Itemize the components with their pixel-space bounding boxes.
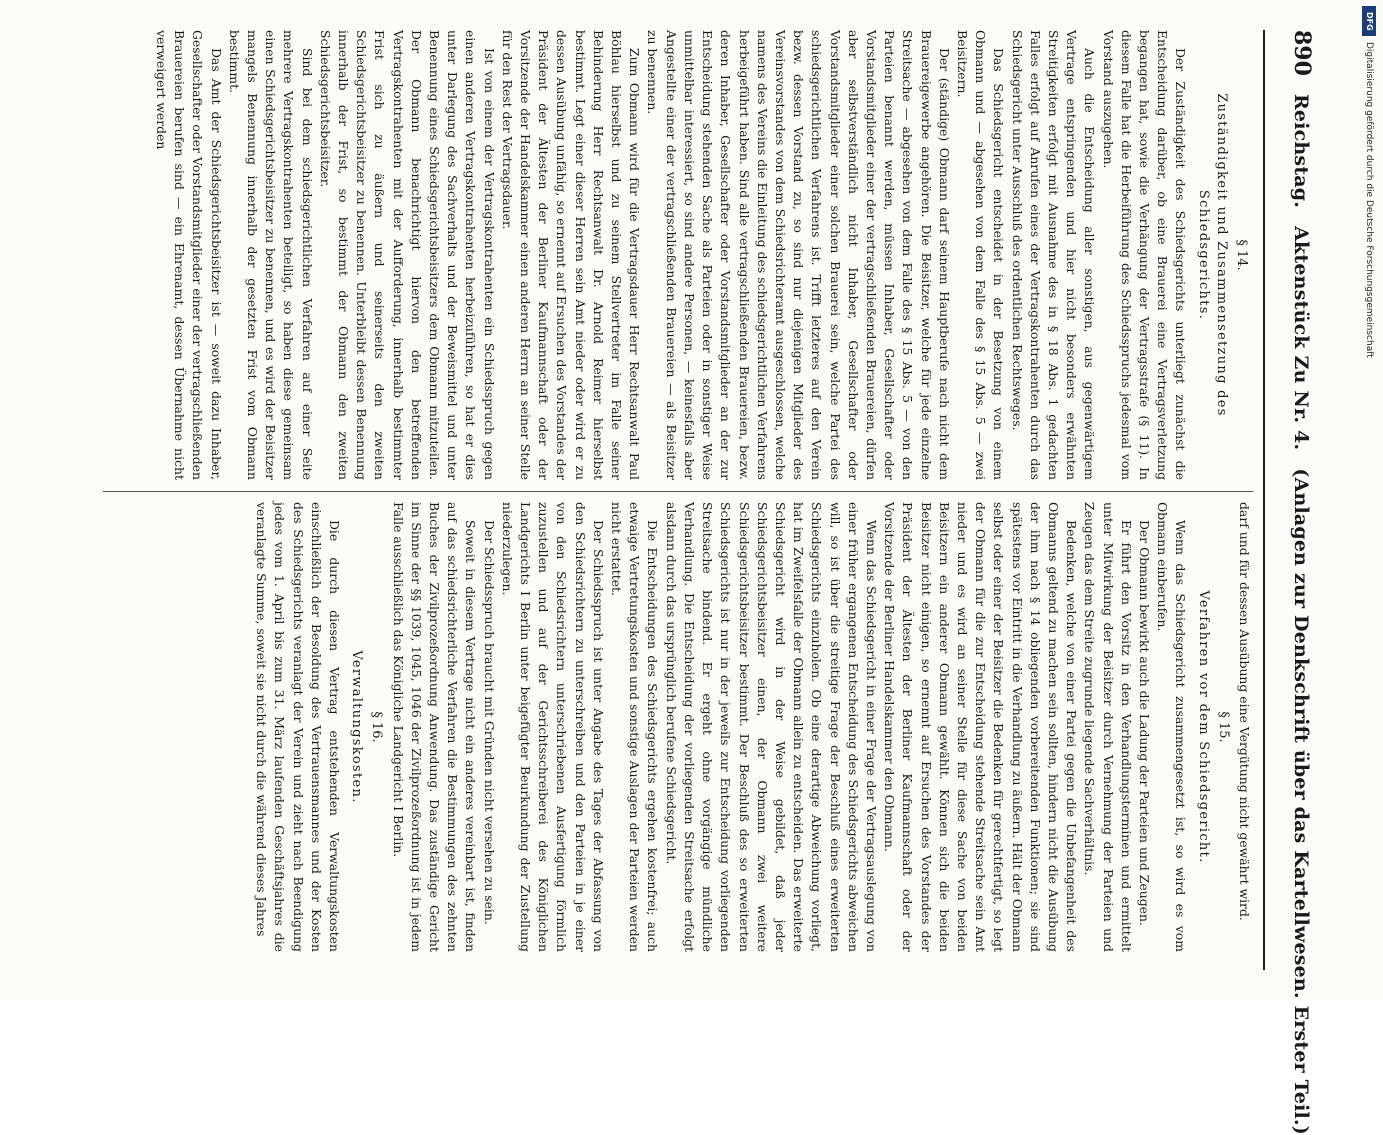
- s15-paragraph-8: Der Schiedsspruch braucht mit Gründen nicht versehen zu sein.: [481, 520, 497, 925]
- s16-paragraph-1: Die durch diesen Vertrag entstehenden Verwaltungskosten einschließlich der Besoldung des Vertrauensmannes und der Kosten des Schiedsgerichts veranlagt der Verein und zieht nach Beendigung jedes vom 1. April bis zum 31. März laufenden Geschäftsjahres die veranlagte Summe, soweit sie nicht durch die während dieses Jahres: [254, 502, 343, 952]
- section-15-title: Verfahren vor dem Schiedsgericht.: [1195, 590, 1211, 864]
- s14-paragraph-2: Auch die Entscheidung aller sonstigen, aus gegenwärtigem Vertrage entspringenden und hier nicht besonders erwähnten Streitigkeiten erfolgt mit Ausnahme des in § 18 Abs. 1 gedachten Falles erfolgt auf Anrufen eines der Vertragskontrahenten durch das Schiedsgericht unter Ausschluß des ordentlichen Rechtsweges.: [1009, 30, 1098, 480]
- s15-paragraph-1: Wenn das Schiedsgericht zusammengesetzt ist, so wird es vom Obmann einberufen.: [1155, 502, 1189, 952]
- s14-paragraph-5: Zum Obmann wird für die Vertragsdauer Herr Rechtsanwalt Paul Böhlau hierselbst und zu seinem Stellvertreter im Falle seiner Behinderung Herr Rechtsanwalt Dr. Arnold Reimer hierselbst bestimmt. Legt einer dieser Herren sein Amt nieder oder wird er zu dessen Ausübung unfähig, so ernennt auf Ersuchen des Vorstandes der Präsident der Ältesten der Berliner Kaufmannschaft oder der Vorsitzende der Handelskammer einen anderen Herrn an seiner Stelle für den Rest der Vertragsdauer.: [499, 30, 643, 480]
- page-header: [1261, 30, 1315, 1135]
- section-16-title: Verwaltungskosten.: [349, 650, 365, 804]
- s15-paragraph-9: Soweit in diesem Vertrage nicht ein anderes vereinbart ist, finden auf das schiedsrichterliche Verfahren die Bestimmungen des zehnten Buches der Zivilprozeßordnung Anwendung. Das zuständige Gericht im Sinne der §§ 1039, 1045, 1046 der Zivilprozeßordnung ist in jedem Falle ausschließlich das Königliche Landgericht I Berlin.: [390, 502, 479, 952]
- s15-paragraph-2: Der Obmann bewirkt auch die Ladung der Parteien und Zeugen.: [1136, 520, 1152, 926]
- funding-note: Digitalisierung gefördert durch die Deutsche Forschungsgemeinschaft: [1364, 42, 1374, 358]
- s14-paragraph-1: Der Zuständigkeit des Schiedsgerichts unterliegt zunächst die Entscheidung darüber, ob eine Brauerei eine Vertragsverletzung begangen hat, sowie die Verhängung der Vertragsstrafe (§ 11). In diesem Falle hat die Herbeiführung des Schiedsspruchs jedesmal vom Vorstand auszugehen.: [1100, 30, 1189, 480]
- section-14-title: Zuständigkeit und Zusammensetzung des Schiedsgerichts.: [1195, 93, 1229, 417]
- header-left-title: Reichstag.: [1290, 93, 1312, 209]
- s14-paragraph-6: Ist von einem der Vertragskontrahenten ein Schiedsspruch gegen einen anderen Vertragskontrahenten herbeizuführen, so hat er dies unter Darlegung des Sachverhalts und der Beweismittel und unter Benennung eines Schiedsgerichtsbeisitzers dem Obmann mitzuteilen. Der Obmann benachrichtigt hiervon den betreffenden Vertragskontrahenten mit der Aufforderung, innerhalb bestimmter Frist sich zu äußern und seinerseits den zweiten Schiedsgerichtsbeisitzer zu benennen. Unterbleibt dessen Benennung innerhalb der Frist, so bestimmt der Obmann den zweiten Schiedsgerichtsbeisitzer.: [317, 30, 497, 480]
- continued-text: darf und für dessen Ausübung eine Vergütung nicht gewährt wird.: [1237, 502, 1252, 921]
- s14-paragraph-4: Der (ständige) Obmann darf seinem Hauptberufe nach nicht dem Brauereigewerbe angehören. Die Beisitzer, welche für jede einzelne Streitsache — abgesehen von dem Falle des § 15 Abs. 5 — von den Parteien benannt werden, müssen Inhaber, Gesellschafter oder Vorstandsmitglieder einer der vertragschließenden Brauereien, dürfen aber selbstverständlich nicht Inhaber, Gesellschafter oder Vorstandsmitglieder einer solchen Brauerei sein, welche Partei des schiedsgerichtlichen Verfahrens ist. Trifft letzteres auf den Verein bezw. dessen Vorstand zu, so sind nur diejenigen Mitglieder des Vereinsvorstandes von dem Schiedsrichteramt ausgeschlossen, welche namens des Vereins die Einleitung des schiedsgerichtlichen Verfahrens herbeigeführt haben. Sind alle vertragschließenden Brauereien, bezw. deren Inhaber, Gesellschafter oder Vorstandsmitglieder an der zur Entscheidung stehenden Sache als Parteien oder in sonstiger Weise unmittelbar interessiert, so sind andere Personen, — keinesfalls aber Angestellte einer der vertragschließenden Brauereien — als Beisitzer zu benennen.: [645, 30, 952, 480]
- section-16-number: § 16.: [369, 711, 385, 743]
- s14-paragraph-8: Das Amt der Schiedsgerichtsbeisitzer ist — soweit dazu Inhaber, Gesellschafter oder Vorstandsmitglieder einer der vertragschließenden Brauereien berufen sind — ein Ehrenamt, dessen Übernahme nicht verweigert werden: [154, 30, 224, 480]
- s14-paragraph-7: Sind bei dem schiedsgerichtlichen Verfahren auf einer Seite mehrere Vertragskontrahenten beteiligt, so haben diese gemeinsam einen Schiedsgerichtsbeisitzer zu benennen, und es wird der Beisitzer mangels Benennung innerhalb der gesetzten Frist vom Obmann bestimmt.: [226, 30, 315, 480]
- left-column: [152, 30, 1253, 480]
- rotated-document-page: [75, 30, 1315, 1135]
- digitization-stamp: [1362, 6, 1376, 706]
- header-center-title: Aktenstück Zu Nr. 4.: [1290, 226, 1312, 451]
- right-column: [252, 502, 1253, 952]
- s15-paragraph-7: Der Schiedsspruch ist unter Angabe des Tages der Abfassung von den Schiedsrichtern zu unterschreiben und den Parteien in je einer von den Schiedsrichtern unterschriebenen Ausfertigung förmlich zuzustellen und auf der Gerichtsschreiberei des Königlichen Landgerichts I Berlin unter beigefügter Beurkundung der Zustellung niederzulegen.: [499, 502, 606, 952]
- s15-paragraph-4: Bedenken, welche von einer Partei gegen die Unbefangenheit des Obmanns geltend zu machen sein sollten, hindern nicht die Ausübung der ihm nach § 14 obliegenden vorbereitenden Funktionen; sie sind spätestens vor Eintritt in die Verhandlung zu äußern. Hält der Obmann selbst oder einer der Beisitzer die Bedenken für gerechtfertigt, so legt der Obmann für die zur Entscheidung stehende Streitsache sein Amt nieder und es wird an seiner Stelle für diese Sache von beiden Beisitzern ein anderer Obmann gewählt. Können sich die beiden Beisitzer nicht einigen, so ernennt auf Ersuchen des Vorstandes der Präsident der Ältesten der Berliner Kaufmannschaft oder der Vorsitzende der Berliner Handelskammer den Obmann.: [882, 502, 1080, 952]
- header-rule: [1263, 30, 1265, 970]
- section-14-number: § 14.: [1234, 239, 1249, 271]
- section-15-number: § 15.: [1215, 711, 1231, 743]
- s15-paragraph-6: Die Entscheidungen des Schiedsgerichts ergehen kostenfrei; auch etwaige Vertretungskosten und sonstige Auslagen der Parteien werden nicht erstattet.: [609, 502, 661, 952]
- s15-paragraph-5: Wenn das Schiedsgericht in einer Frage der Vertragsauslegung von einer früher ergangenen Entscheidung des Schiedsgerichts abweichen will, so ist über die streitige Frage der Beschluß eines erweiterten Schiedsgerichts einzuholen. Ob eine derartige Abweichung vorliegt, hat im Zweifelsfalle der Obmann allein zu entscheiden. Das erweiterte Schiedsgericht wird in der Weise gebildet, daß jeder Schiedsgerichtsbeisitzer einen, der Obmann zwei weitere Schiedsgerichtsbeisitzer bestimmt. Der Beschluß des so erweiterten Schiedsgerichts ist nur in der jeweils zur Entscheidung vorliegenden Streitsache bindend. Er ergeht ohne vorgängige mündliche Verhandlung. Die Entscheidung der vorliegenden Streitsache erfolgt alsdann durch das ursprünglich berufene Schiedsgericht.: [663, 502, 879, 952]
- page-number: 890: [1289, 30, 1315, 76]
- s14-paragraph-3: Das Schiedsgericht entscheidet in der Besetzung von einem Obmann und — abgesehen von dem Falle des § 15 Abs. 5 — zwei Beisitzern.: [954, 30, 1007, 480]
- column-divider: [103, 491, 1253, 492]
- s15-paragraph-3: Er führt den Vorsitz in den Verhandlungsterminen und ermittelt unter Mitwirkung der Beisitzer durch Vernehmung der Parteien und Zeugen das dem Streite zugrunde liegende Sachverhältnis.: [1082, 502, 1134, 952]
- dfg-logo-icon: DFG: [1362, 6, 1376, 36]
- header-right-title: (Anlagen zur Denkschrift über das Kartellwesen. Erster Teil.): [1290, 468, 1312, 1135]
